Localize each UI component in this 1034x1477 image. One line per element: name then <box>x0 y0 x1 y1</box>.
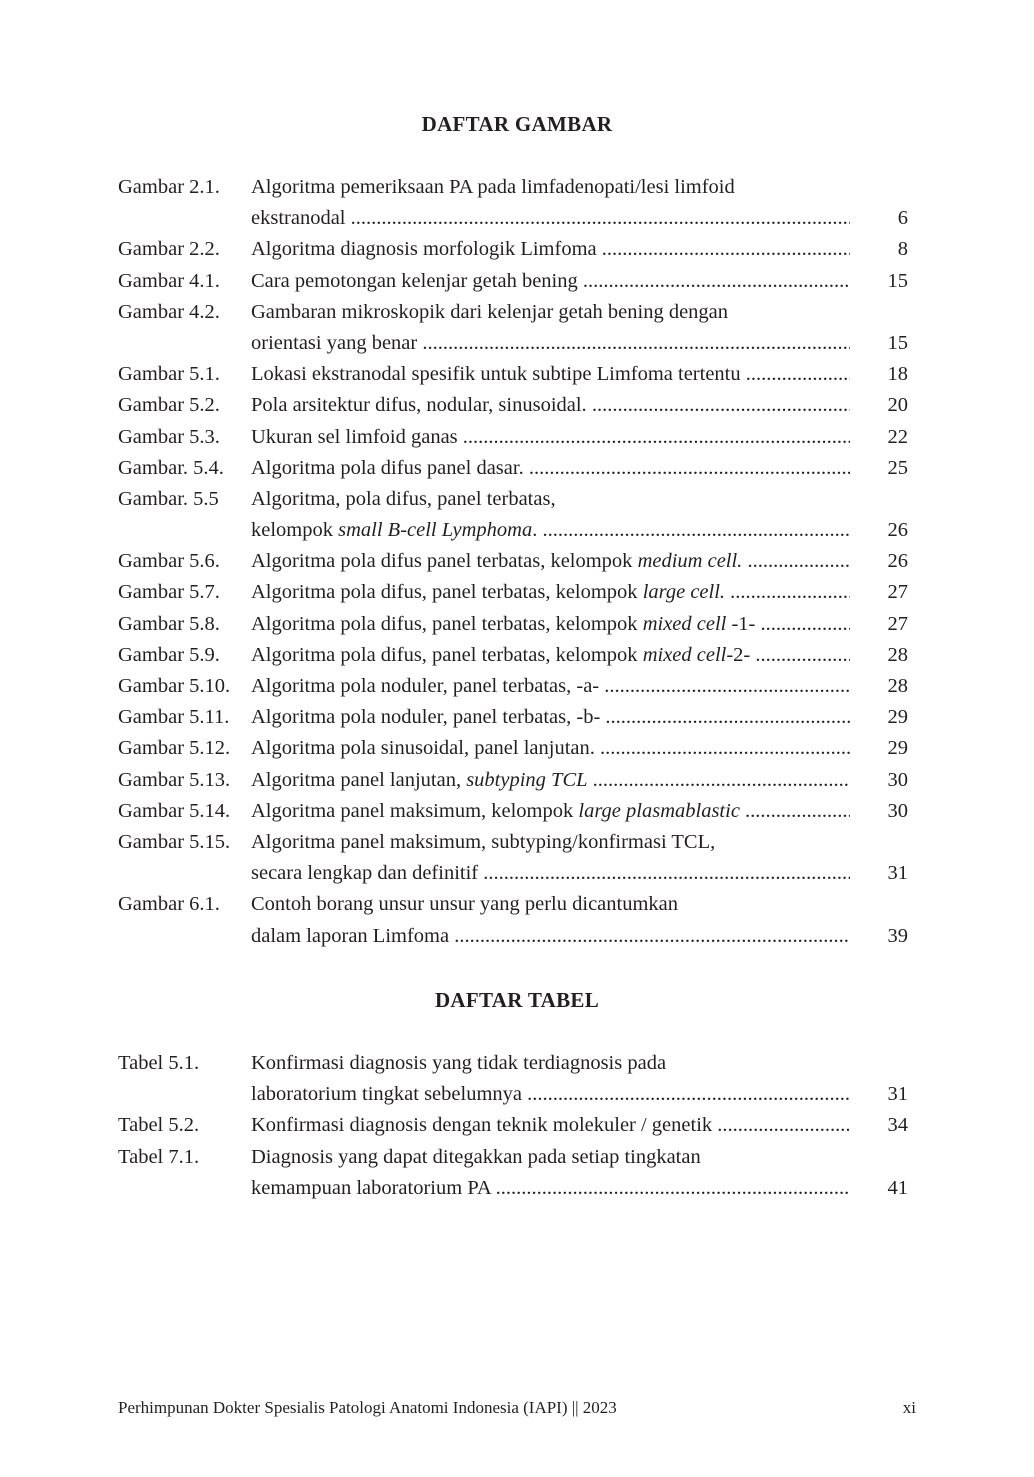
entry-label: Gambar 4.2. <box>118 300 220 323</box>
entry-title-text: Algoritma, pola difus, panel terbatas, <box>251 487 556 510</box>
entry-title-italic: subtyping TCL <box>466 768 588 791</box>
entry-page-number: 6 <box>897 207 908 230</box>
entry-title-text: Algoritma pola difus, panel terbatas, kelompok <box>251 612 643 635</box>
entry-title-text: Algoritma pola difus panel terbatas, kelompok <box>251 550 638 573</box>
entry-page-number: 34 <box>887 1114 908 1137</box>
dot-leader <box>600 737 850 759</box>
dot-leader <box>496 1177 850 1199</box>
entry-title-italic: large cell. <box>642 581 726 604</box>
entry-title-italic: small B-cell Lymphoma <box>338 519 533 542</box>
entry-page-number: 25 <box>887 456 908 479</box>
entry-page-number: 29 <box>887 706 908 729</box>
entry-title-text: Algoritma panel maksimum, subtyping/konfirmasi TCL, <box>251 830 716 853</box>
entry-title-text: laboratorium tingkat sebelumnya <box>251 1083 528 1106</box>
toc-entry[interactable] <box>118 1142 908 1204</box>
toc-entry[interactable] <box>118 733 908 764</box>
entry-title-text: Algoritma pola difus panel dasar. <box>251 456 529 479</box>
entry-title <box>251 858 850 889</box>
entry-label: Tabel 7.1. <box>118 1145 200 1168</box>
entry-page-number: 26 <box>887 550 908 573</box>
entry-label: Gambar 5.2. <box>118 394 220 417</box>
toc-entry[interactable] <box>118 546 908 577</box>
toc-entry[interactable] <box>118 422 908 453</box>
toc-entry-line <box>118 1110 908 1141</box>
dot-leader <box>592 394 850 416</box>
entry-title <box>251 422 850 453</box>
dot-leader <box>463 426 850 448</box>
toc-entry[interactable] <box>118 234 908 265</box>
toc-entry-line <box>118 359 908 390</box>
toc-entry[interactable] <box>118 889 908 951</box>
entry-page-number: 28 <box>887 675 908 697</box>
entry-title-text: Algoritma panel maksimum, kelompok <box>251 799 579 822</box>
entry-title <box>251 1079 850 1110</box>
entry-title-text: secara lengkap dan definitif <box>251 862 484 885</box>
entry-label: Gambar 5.8. <box>118 612 220 635</box>
dot-leader <box>602 238 850 260</box>
entry-page-number: 27 <box>887 581 908 604</box>
toc-entry-line <box>118 234 908 265</box>
entry-title-text: Algoritma pola difus, panel terbatas, kelompok <box>251 581 643 604</box>
toc-entry-line <box>118 1173 908 1204</box>
entry-title-text: Cara pemotongan kelenjar getah bening <box>251 269 583 292</box>
toc-entry-line <box>118 733 908 764</box>
toc-entry-line <box>118 203 908 234</box>
toc-entry-line <box>118 671 908 702</box>
entry-title-text: Algoritma pemeriksaan PA pada limfadenopati/lesi limfoid <box>251 176 735 198</box>
entry-label: Gambar 5.1. <box>118 363 220 386</box>
dot-leader <box>750 644 850 666</box>
entry-title <box>251 328 850 359</box>
entry-title-text: Konfirmasi diagnosis yang tidak terdiagnosis pada <box>251 1052 667 1074</box>
toc-entry[interactable] <box>118 359 908 390</box>
entry-title-text: kelompok <box>251 519 339 542</box>
toc-entry[interactable] <box>118 1110 908 1141</box>
entry-title-text: Lokasi ekstranodal spesifik untuk subtipe Limfoma tertentu <box>251 363 746 386</box>
toc-entry-line <box>118 858 908 889</box>
entry-title <box>251 172 850 203</box>
toc-entry[interactable] <box>118 765 908 796</box>
entry-title-text: Algoritma pola noduler, panel terbatas, -a- <box>251 675 605 697</box>
dot-leader <box>588 769 850 791</box>
entry-title-text: dalam laporan Limfoma <box>251 924 455 947</box>
entry-title <box>251 359 850 390</box>
entry-label: Gambar 2.1. <box>118 176 220 198</box>
entry-title <box>251 889 850 920</box>
entry-page-number: 31 <box>887 1083 908 1106</box>
toc-entry[interactable] <box>118 609 908 640</box>
entry-label: Gambar 5.14. <box>118 799 231 822</box>
entry-title <box>251 234 850 265</box>
toc-entry-line <box>118 1048 908 1079</box>
entry-title <box>251 515 850 546</box>
entry-title <box>251 390 850 421</box>
toc-entry[interactable] <box>118 453 908 484</box>
dot-leader <box>583 270 850 292</box>
entry-title <box>251 484 850 515</box>
toc-entry[interactable] <box>118 266 908 297</box>
tables-list <box>118 1048 908 1204</box>
entry-title-text: ekstranodal <box>251 207 351 230</box>
toc-entry[interactable] <box>118 172 908 234</box>
figures-heading: DAFTAR GAMBAR <box>421 112 613 136</box>
toc-entry-line <box>118 796 908 827</box>
entry-page-number: 31 <box>887 862 908 885</box>
entry-title-text: Diagnosis yang dapat ditegakkan pada setiap tingkatan <box>251 1145 701 1168</box>
entry-title-italic: medium cell. <box>637 550 743 573</box>
entry-title <box>251 203 850 234</box>
entry-title-text: Contoh borang unsur unsur yang perlu dicantumkan <box>251 893 679 916</box>
entry-page-number: 22 <box>887 425 908 448</box>
entry-page-number: 26 <box>887 519 908 542</box>
dot-leader <box>529 457 850 479</box>
entry-title-italic: large plasmablastic <box>578 799 740 822</box>
dot-leader <box>605 706 850 728</box>
toc-entry-line <box>118 609 908 640</box>
toc-entry-line <box>118 765 908 796</box>
entry-title-italic: mixed cell <box>642 612 727 635</box>
entry-title-text: -2- <box>726 643 751 666</box>
toc-entry-line <box>118 640 908 671</box>
entry-label: Gambar 5.9. <box>118 643 220 666</box>
entry-label: Gambar 5.3. <box>118 425 220 448</box>
entry-label: Gambar 5.15. <box>118 830 231 853</box>
toc-entry[interactable] <box>118 390 908 421</box>
toc-entry-line <box>118 546 908 577</box>
dot-leader <box>745 800 850 822</box>
entry-label: Gambar 2.2. <box>118 238 220 261</box>
entry-page-number: 20 <box>887 394 908 417</box>
entry-title <box>251 671 850 702</box>
toc-entry[interactable] <box>118 484 908 546</box>
entry-page-number: 41 <box>887 1176 908 1199</box>
entry-page-number: 27 <box>887 612 908 635</box>
dot-leader <box>483 862 850 884</box>
entry-title <box>251 1142 850 1173</box>
toc-entry[interactable] <box>118 796 908 827</box>
toc-entry[interactable] <box>118 640 908 671</box>
footer-page-number: xi <box>902 1398 916 1417</box>
entry-label: Gambar 5.6. <box>118 550 220 573</box>
dot-leader <box>527 1083 850 1105</box>
toc-entry[interactable] <box>118 1048 908 1110</box>
entry-title <box>251 1110 850 1141</box>
entry-title <box>251 640 850 671</box>
entry-label: Gambar 5.7. <box>118 581 220 604</box>
entry-page-number: 30 <box>887 768 908 791</box>
toc-entry-line <box>118 921 908 952</box>
entry-page-number: 18 <box>887 363 908 386</box>
toc-entry-line <box>118 889 908 920</box>
toc-entry-line <box>118 515 908 546</box>
dot-leader <box>746 363 850 385</box>
entry-title <box>251 577 850 608</box>
entry-page-number: 15 <box>887 331 908 354</box>
entry-page-number: 39 <box>887 924 908 947</box>
entry-title-text: Algoritma panel lanjutan, <box>251 768 467 791</box>
entry-title-text: Gambaran mikroskopik dari kelenjar getah bening dengan <box>251 300 729 323</box>
toc-entry-line <box>118 328 908 359</box>
entry-title <box>251 827 850 858</box>
entry-title-text: Pola arsitektur difus, nodular, sinusoidal. <box>251 394 592 417</box>
entry-label: Gambar 5.13. <box>118 768 231 791</box>
entry-title <box>251 1048 850 1079</box>
entry-label: Gambar. 5.5 <box>118 487 219 510</box>
entry-page-number: 15 <box>887 269 908 292</box>
toc-entry[interactable] <box>118 297 908 359</box>
toc-entry-line <box>118 702 908 733</box>
entry-title-text: Algoritma pola sinusoidal, panel lanjutan. <box>251 737 601 760</box>
toc-entry[interactable] <box>118 671 908 702</box>
entry-label: Gambar 6.1. <box>118 893 220 916</box>
toc-entry-line <box>118 484 908 515</box>
entry-label: Gambar 4.1. <box>118 269 220 292</box>
entry-title <box>251 733 850 764</box>
entry-page-number: 29 <box>887 737 908 760</box>
toc-entry-line <box>118 577 908 608</box>
toc-entry-line <box>118 453 908 484</box>
entry-title <box>251 921 850 952</box>
entry-label: Gambar 5.10. <box>118 675 231 697</box>
entry-title <box>251 266 850 297</box>
dot-leader <box>542 519 850 541</box>
toc-entry[interactable] <box>118 827 908 889</box>
entry-title <box>251 453 850 484</box>
toc-entry[interactable] <box>118 577 908 608</box>
toc-entry[interactable] <box>118 702 908 733</box>
dot-leader <box>755 613 850 635</box>
entry-label: Gambar. 5.4. <box>118 456 224 479</box>
dot-leader <box>717 1114 850 1136</box>
entry-label: Tabel 5.1. <box>118 1052 200 1074</box>
entry-title <box>251 796 850 827</box>
entry-title-text: Konfirmasi diagnosis dengan teknik molekuler / genetik <box>251 1114 718 1137</box>
dot-leader <box>351 207 850 229</box>
entry-label: Gambar 5.12. <box>118 737 231 760</box>
entry-title <box>251 1173 850 1204</box>
footer-publisher: Perhimpunan Dokter Spesialis Patologi Anatomi Indonesia (IAPI) || 2023 <box>118 1398 617 1417</box>
entry-title <box>251 609 850 640</box>
toc-entry-line <box>118 172 908 203</box>
tables-heading: DAFTAR TABEL <box>434 988 600 1012</box>
dot-leader <box>747 550 850 572</box>
toc-entry-line <box>118 390 908 421</box>
entry-title-text: . <box>532 519 543 542</box>
entry-title-text: orientasi yang benar <box>251 331 423 354</box>
entry-page-number: 28 <box>887 643 908 666</box>
entry-title-text: -1- <box>726 612 756 635</box>
entry-title-text: Algoritma diagnosis morfologik Limfoma <box>251 238 602 261</box>
entry-title <box>251 546 850 577</box>
toc-entry-line <box>118 266 908 297</box>
entry-label: Tabel 5.2. <box>118 1114 200 1137</box>
toc-entry-line <box>118 1079 908 1110</box>
entry-title-text: Algoritma pola noduler, panel terbatas, -b- <box>251 706 606 729</box>
entry-label: Gambar 5.11. <box>118 706 230 729</box>
dot-leader <box>725 581 850 603</box>
entry-title <box>251 765 850 796</box>
dot-leader <box>422 332 850 354</box>
entry-page-number: 8 <box>897 238 908 261</box>
dot-leader <box>604 675 850 697</box>
toc-entry-line <box>118 1142 908 1173</box>
dot-leader <box>454 925 850 947</box>
toc-entry-line <box>118 297 908 328</box>
entry-title-italic: mixed cell <box>642 643 727 666</box>
entry-title-text: Ukuran sel limfoid ganas <box>251 425 463 448</box>
figures-list <box>118 172 908 952</box>
entry-title <box>251 702 850 733</box>
entry-page-number: 30 <box>887 799 908 822</box>
entry-title <box>251 297 850 328</box>
toc-entry-line <box>118 422 908 453</box>
entry-title-text: Algoritma pola difus, panel terbatas, kelompok <box>251 643 643 666</box>
entry-title-text: kemampuan laboratorium PA <box>251 1176 496 1199</box>
toc-entry-line <box>118 827 908 858</box>
